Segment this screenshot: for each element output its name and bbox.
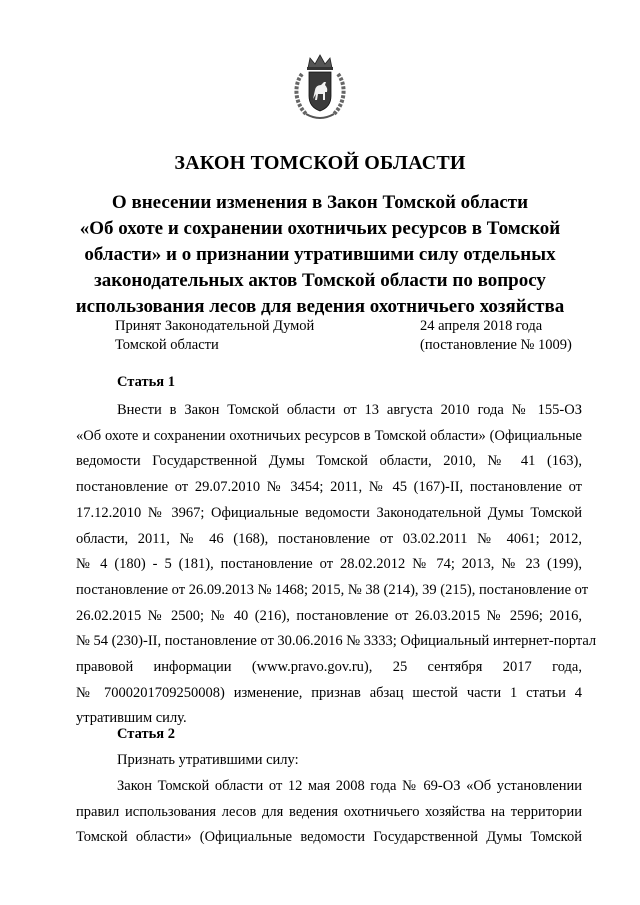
paragraph-line: Внести в Закон Томской области от 13 августа 2010 года № 155-ОЗ [117,402,582,418]
subtitle-line: законодательных актов Томской области по вопросу [94,270,546,291]
paragraph-line: 17.12.2010 № 3967; Официальные ведомости Законодательной Думы Томской [76,504,582,521]
adoption-date-line: 24 апреля 2018 года [420,318,543,334]
paragraph-line: утратившим силу. [76,710,187,727]
paragraph-line: № 7000201709250008) изменение, признав абзац шестой части 1 статьи 4 [76,684,582,701]
subtitle-line: области» и о признании утратившими силу отдельных [84,244,556,265]
law-subtitle [60,190,580,320]
paragraph-line: Признать утратившими силу: [117,752,299,768]
paragraph-line: ведомости Государственной Думы Томской области, 2010, № 41 (163), [76,453,582,470]
article-2-heading: Статья 2 [117,726,175,742]
article-2-intro [76,748,582,774]
adoption-date [420,317,572,355]
subtitle-line: О внесении изменения в Закон Томской области [111,192,529,213]
paragraph-line: Томской области» (Официальные ведомости Государственной Думы Томской [76,829,582,846]
subtitle-line: использования лесов для ведения охотничьего хозяйства [75,296,565,317]
adopted-by [115,317,314,355]
paragraph-line: области, 2011, № 46 (168), постановление от 03.02.2011 № 4061; 2012, [76,530,582,547]
subtitle-line: «Об охоте и сохранении охотничьих ресурсов в Томской [79,218,561,239]
article-1-text [76,398,597,732]
paragraph-line: постановление от 26.09.2013 № 1468; 2015, № 38 (214), 39 (215), постановление от [76,581,589,598]
article-1-heading: Статья 1 [117,374,175,390]
paragraph-line: «Об охоте и сохранении охотничьих ресурсов в Томской области» (Официальные [76,427,582,444]
paragraph-line: правил использования лесов для ведения охотничьего хозяйства на территории [76,803,582,820]
paragraph-line: 26.02.2015 № 2500; № 40 (216), постановление от 26.03.2015 № 2596; 2016, [76,607,582,624]
resolution-number: (постановление № 1009) [420,337,572,353]
paragraph-line: № 54 (230)-II, постановление от 30.06.2016 № 3333; Официальный интернет-портал [76,633,597,650]
article-2-text [76,774,582,851]
tomsk-oblast-coat-of-arms-icon [290,52,350,122]
law-title: ЗАКОН ТОМСКОЙ ОБЛАСТИ [174,152,466,174]
paragraph-line: правовой информации (www.pravo.gov.ru), 25 сентября 2017 года, [76,659,582,676]
paragraph-line: № 4 (180) - 5 (181), постановление от 28.02.2012 № 74; 2013, № 23 (199), [76,556,582,573]
paragraph-line: Закон Томской области от 12 мая 2008 года № 69-ОЗ «Об установлении [117,778,582,794]
adopted-by-line: Принят Законодательной Думой [115,318,315,334]
paragraph-line: постановление от 29.07.2010 № 3454; 2011, № 45 (167)-II, постановление от [76,479,582,496]
adopted-by-line: Томской области [115,337,219,353]
